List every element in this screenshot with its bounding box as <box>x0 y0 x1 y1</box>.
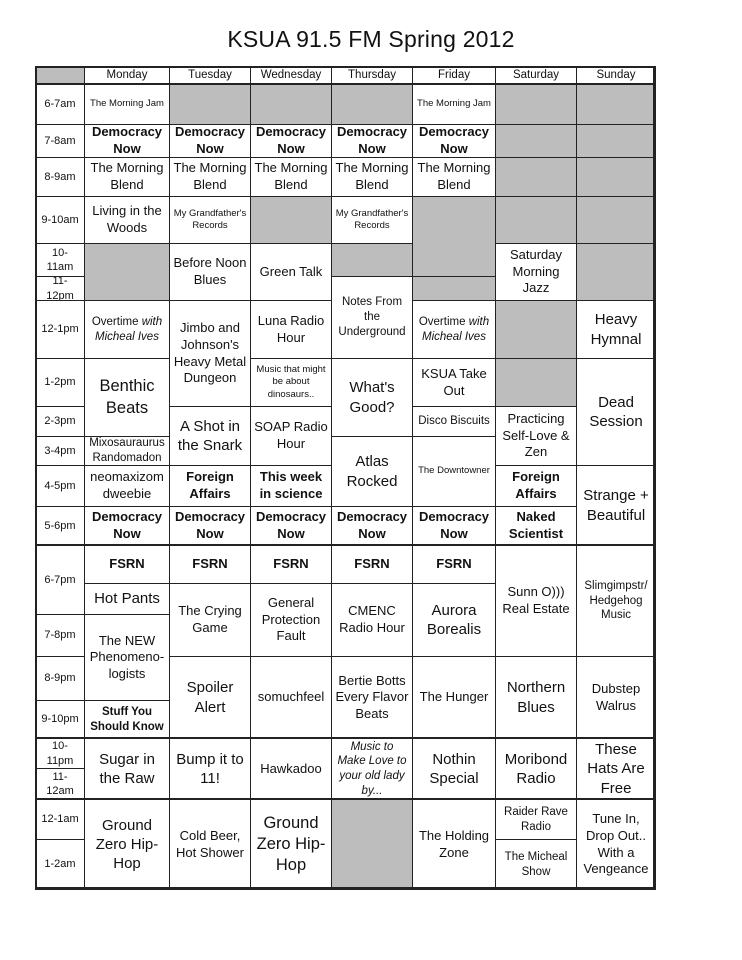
program-moribond-radio: Moribond Radio <box>495 738 577 800</box>
program-before-noon-blues: Before Noon Blues <box>169 243 251 301</box>
day-header-sunday: Sunday <box>576 66 656 85</box>
program-strange-beautiful: Strange + Beautiful <box>576 465 656 546</box>
program-sugar-in-the-raw: Sugar in the Raw <box>84 738 170 800</box>
empty-slot <box>576 157 656 197</box>
program-heavy-hymnal: Heavy Hymnal <box>576 300 656 359</box>
time-label: 9-10am <box>35 196 85 244</box>
program-democracy-now: Democracy Now <box>331 506 413 546</box>
program-general-protection-fault: General Protection Fault <box>250 583 332 657</box>
program-the-new-phenomeno-logists: The NEW Phenomeno-logists <box>84 614 170 701</box>
program-disco-biscuits: Disco Biscuits <box>412 406 496 437</box>
time-label: 12-1pm <box>35 300 85 359</box>
program-overtime-with-micheal-ives: Overtime with Micheal Ives <box>412 300 496 359</box>
empty-slot <box>495 358 577 407</box>
program-democracy-now: Democracy Now <box>412 506 496 546</box>
program-ground-zero-hip-hop: Ground Zero Hip-Hop <box>84 799 170 890</box>
time-label: 1-2am <box>35 839 85 890</box>
time-label: 10-11am <box>35 243 85 277</box>
time-label: 4-5pm <box>35 465 85 507</box>
program-aurora-borealis: Aurora Borealis <box>412 583 496 657</box>
program-the-holding-zone: The Holding Zone <box>412 799 496 890</box>
program-the-morning-blend: The Morning Blend <box>169 157 251 197</box>
empty-slot <box>331 243 413 277</box>
empty-slot <box>84 243 170 301</box>
program-cold-beer-hot-shower: Cold Beer, Hot Shower <box>169 799 251 890</box>
day-header-saturday: Saturday <box>495 66 577 85</box>
program-democracy-now: Democracy Now <box>84 124 170 158</box>
day-header-thursday: Thursday <box>331 66 413 85</box>
empty-slot <box>495 157 577 197</box>
day-header-friday: Friday <box>412 66 496 85</box>
program-bertie-botts-every-flavor-beats: Bertie Botts Every Flavor Beats <box>331 656 413 739</box>
program-the-hunger: The Hunger <box>412 656 496 739</box>
section-divider <box>35 544 655 546</box>
program-fsrn: FSRN <box>250 545 332 584</box>
program-cmenc-radio-hour: CMENC Radio Hour <box>331 583 413 657</box>
program-foreign-affairs: Foreign Affairs <box>169 465 251 507</box>
program-the-morning-jam: The Morning Jam <box>84 84 170 125</box>
time-label: 12-1am <box>35 799 85 840</box>
day-header-wednesday: Wednesday <box>250 66 332 85</box>
time-label: 2-3pm <box>35 406 85 437</box>
program-the-crying-game: The Crying Game <box>169 583 251 657</box>
program-music-to-make-love-to-your-old-lady-by: Music to Make Love to your old lady by... <box>331 738 413 800</box>
empty-slot <box>250 84 332 125</box>
program-democracy-now: Democracy Now <box>84 506 170 546</box>
program-foreign-affairs: Foreign Affairs <box>495 465 577 507</box>
empty-slot <box>412 276 496 301</box>
program-luna-radio-hour: Luna Radio Hour <box>250 300 332 359</box>
program-hawkadoo: Hawkadoo <box>250 738 332 800</box>
program-democracy-now: Democracy Now <box>250 506 332 546</box>
program-living-in-the-woods: Living in the Woods <box>84 196 170 244</box>
program-this-week-in-science: This week in science <box>250 465 332 507</box>
empty-slot <box>495 124 577 158</box>
program-my-grandfather-s-records: My Grandfather's Records <box>331 196 413 244</box>
program-somuchfeel: somuchfeel <box>250 656 332 739</box>
time-label: 7-8am <box>35 124 85 158</box>
empty-slot <box>412 196 496 277</box>
program-democracy-now: Democracy Now <box>412 124 496 158</box>
program-practicing-self-love-zen: Practicing Self-Love & Zen <box>495 406 577 466</box>
empty-slot <box>576 196 656 244</box>
time-label: 7-8pm <box>35 614 85 657</box>
program-soap-radio-hour: SOAP Radio Hour <box>250 406 332 466</box>
program-the-morning-blend: The Morning Blend <box>84 157 170 197</box>
time-label: 6-7pm <box>35 545 85 615</box>
program-notes-from-the-underground: Notes From the Underground <box>331 276 413 359</box>
program-northern-blues: Northern Blues <box>495 656 577 739</box>
time-label: 9-10pm <box>35 700 85 739</box>
program-raider-rave-radio: Raider Rave Radio <box>495 799 577 840</box>
program-fsrn: FSRN <box>412 545 496 584</box>
program-stuff-you-should-know: Stuff You Should Know <box>84 700 170 739</box>
day-header-monday: Monday <box>84 66 170 85</box>
program-the-morning-blend: The Morning Blend <box>412 157 496 197</box>
empty-slot <box>576 243 656 301</box>
program-ground-zero-hip-hop: Ground Zero Hip-Hop <box>250 799 332 890</box>
day-header-tuesday: Tuesday <box>169 66 251 85</box>
program-ksua-take-out: KSUA Take Out <box>412 358 496 407</box>
program-dead-session: Dead Session <box>576 358 656 466</box>
program-mixosauraurus-randomadon: Mixosauraurus Randomadon <box>84 436 170 466</box>
time-label: 10-11pm <box>35 738 85 769</box>
program-democracy-now: Democracy Now <box>250 124 332 158</box>
empty-slot <box>331 799 413 890</box>
program-atlas-rocked: Atlas Rocked <box>331 436 413 507</box>
program-benthic-beats: Benthic Beats <box>84 358 170 437</box>
program-neomaxizom-dweebie: neomaxizom dweebie <box>84 465 170 507</box>
program-fsrn: FSRN <box>169 545 251 584</box>
program-my-grandfather-s-records: My Grandfather's Records <box>169 196 251 244</box>
time-label: 11-12pm <box>35 276 85 301</box>
program-dubstep-walrus: Dubstep Walrus <box>576 656 656 739</box>
program-saturday-morning-jazz: Saturday Morning Jazz <box>495 243 577 301</box>
section-divider <box>35 737 655 739</box>
program-these-hats-are-free: These Hats Are Free <box>576 738 656 800</box>
empty-slot <box>495 84 577 125</box>
program-a-shot-in-the-snark: A Shot in the Snark <box>169 406 251 466</box>
page-title: KSUA 91.5 FM Spring 2012 <box>227 26 515 52</box>
program-overtime-with-micheal-ives: Overtime with Micheal Ives <box>84 300 170 359</box>
program-naked-scientist: Naked Scientist <box>495 506 577 546</box>
program-hot-pants: Hot Pants <box>84 583 170 615</box>
program-the-downtowner: The Downtowner <box>412 436 496 507</box>
program-the-morning-jam: The Morning Jam <box>412 84 496 125</box>
section-divider <box>35 83 655 85</box>
time-label: 6-7am <box>35 84 85 125</box>
program-green-talk: Green Talk <box>250 243 332 301</box>
empty-slot <box>576 124 656 158</box>
time-label: 5-6pm <box>35 506 85 546</box>
program-the-micheal-show: The Micheal Show <box>495 839 577 890</box>
empty-slot <box>331 84 413 125</box>
time-label: 11-12am <box>35 768 85 800</box>
program-music-that-might-be-about-dinosaurs: Music that might be about dinosaurs.. <box>250 358 332 407</box>
program-fsrn: FSRN <box>84 545 170 584</box>
program-fsrn: FSRN <box>331 545 413 584</box>
program-nothin-special: Nothin Special <box>412 738 496 800</box>
program-slimgimpstr-hedgehog-music: Slimgimpstr/ Hedgehog Music <box>576 545 656 657</box>
time-label: 8-9am <box>35 157 85 197</box>
time-label: 1-2pm <box>35 358 85 407</box>
empty-slot <box>495 300 577 359</box>
program-the-morning-blend: The Morning Blend <box>250 157 332 197</box>
empty-slot <box>495 196 577 244</box>
program-democracy-now: Democracy Now <box>331 124 413 158</box>
empty-slot <box>576 84 656 125</box>
program-democracy-now: Democracy Now <box>169 124 251 158</box>
program-what-s-good: What's Good? <box>331 358 413 437</box>
program-spoiler-alert: Spoiler Alert <box>169 656 251 739</box>
time-label: 3-4pm <box>35 436 85 466</box>
empty-slot <box>169 84 251 125</box>
program-jimbo-and-johnson-s-heavy-metal-dungeon: Jimbo and Johnson's Heavy Metal Dungeon <box>169 300 251 407</box>
time-label: 8-9pm <box>35 656 85 701</box>
section-divider <box>35 798 655 800</box>
program-bump-it-to-11: Bump it to 11! <box>169 738 251 800</box>
program-sunn-o-real-estate: Sunn O))) Real Estate <box>495 545 577 657</box>
program-democracy-now: Democracy Now <box>169 506 251 546</box>
empty-slot <box>250 196 332 244</box>
program-the-morning-blend: The Morning Blend <box>331 157 413 197</box>
program-tune-in-drop-out-with-a-vengeance: Tune In, Drop Out.. With a Vengeance <box>576 799 656 890</box>
